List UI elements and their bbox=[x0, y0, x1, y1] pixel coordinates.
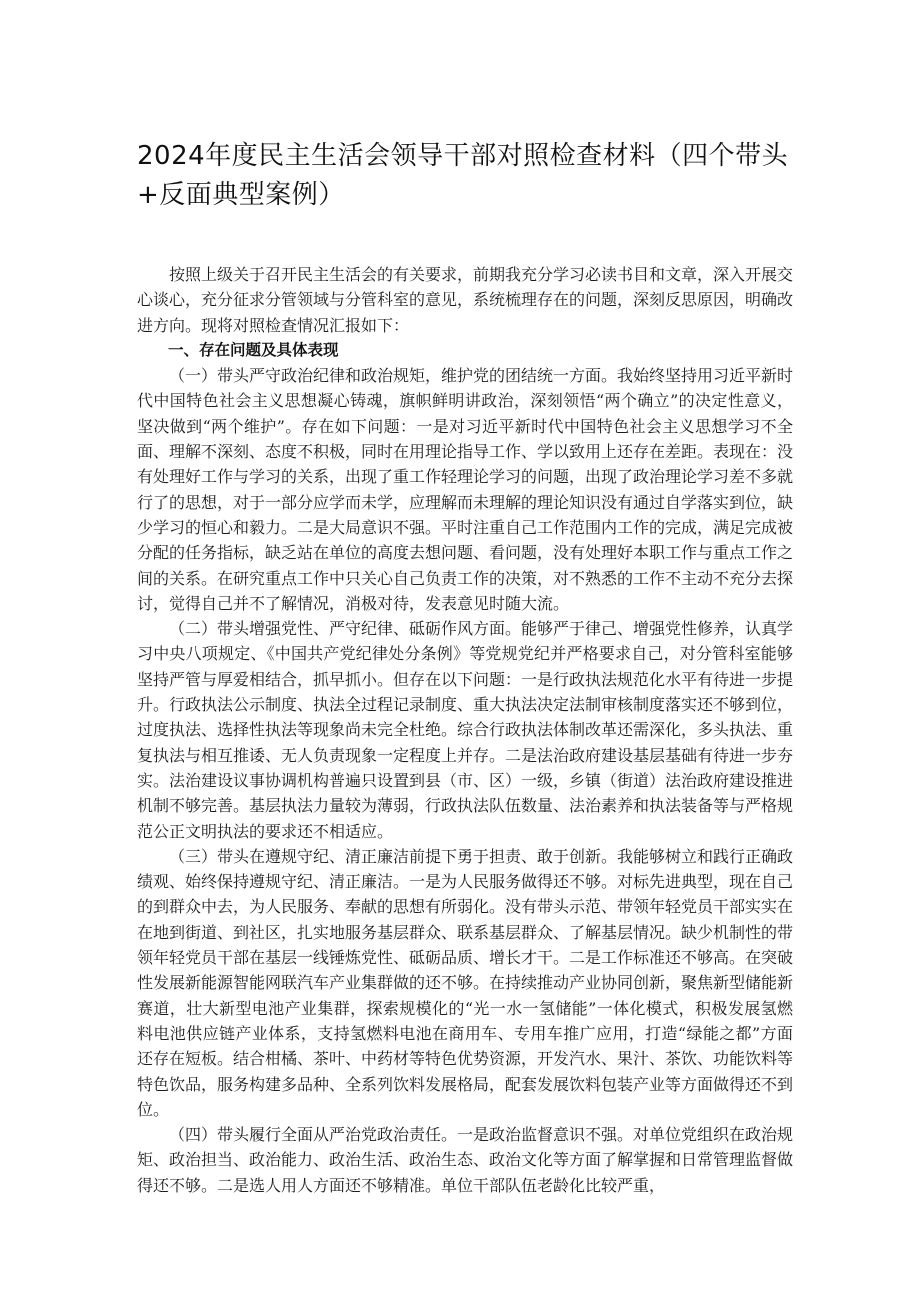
document-body bbox=[137, 262, 793, 1198]
intro-paragraph: 按照上级关于召开民主生活会的有关要求，前期我充分学习必读书目和文章，深入开展交心谈心，充分征求分管领域与分管科室的意见，系统梳理存在的问题，深刻反思原因，明确改进方向。现将对照检查情况汇报如下： bbox=[137, 265, 794, 335]
paragraph-party-governance: （四）带头履行全面从严治党政治责任。一是政治监督意识不强。对单位党组织在政治规矩、政治担当、政治能力、政治生活、政治生态、政治文化等方面了解掌握和日常管理监督做得还不够。二是选人用人方面还不够精准。单位干部队伍老龄化比较严重， bbox=[137, 1125, 794, 1195]
section-heading-problems: 一、存在问题及具体表现 bbox=[168, 340, 339, 359]
paragraph-party-spirit: （二）带头增强党性、严守纪律、砥砺作风方面。能够严于律己、增强党性修养，认真学习中央八项规定、《中国共产党纪律处分条例》等党规党纪并严格要求自己，对分管科室能够坚持严管与厚爱相结合，抓早抓小。但存在以下问题：一是行政执法规范化水平有待进一步提升。行政执法公示制度、执法全过程记录制度、重大执法决定法制审核制度落实还不够到位，过度执法、选择性执法等现象尚未完全杜绝。综合行政执法体制改革还需深化，多头执法、重复执法与相互推诿、无人负责现象一定程度上并存。二是法治政府建设基层基础有待进一步夯实。法治建设议事协调机构普遍只设置到县（市、区）一级，乡镇（街道）法治政府建设推进机制不够完善。基层执法力量较为薄弱，行政执法队伍数量、法治素养和执法装备等与严格规范公正文明执法的要求还不相适应。 bbox=[137, 619, 794, 841]
paragraph-integrity-innovation: （三）带头在遵规守纪、清正廉洁前提下勇于担责、敢于创新。我能够树立和践行正确政绩观、始终保持遵规守纪、清正廉洁。一是为人民服务做得还不够。对标先进典型，现在自己的到群众中去，为人民服务、奉献的思想有所弱化。没有带头示范、带领年轻党员干部实实在在地到街道、到社区，扎实地服务基层群众、联系基层群众、了解基层情况。缺少机制性的带领年轻党员干部在基层一线锤炼党性、砥砺品质、增长才干。二是工作标准还不够高。在突破性发展新能源智能网联汽车产业集群做的还不够。在持续推动产业协同创新，聚焦新型储能新赛道，壮大新型电池产业集群，探索规模化的“光一水一氢储能”一体化模式，积极发展氢燃料电池供应链产业体系，支持氢燃料电池在商用车、专用车推广应用，打造“绿能之都”方面还存在短板。结合柑橘、茶叶、中药材等特色优势资源，开发汽水、果汁、茶饮、功能饮料等特色饮品，服务构建多品种、全系列饮料发展格局，配套发展饮料包装产业等方面做得还不到位。 bbox=[137, 846, 794, 1119]
document-title: 2024年度民主生活会领导干部对照检查材料（四个带头+反面典型案例） bbox=[137, 141, 789, 210]
paragraph-political-discipline: （一）带头严守政治纪律和政治规矩，维护党的团结统一方面。我始终坚持用习近平新时代中国特色社会主义思想凝心铸魂，旗帜鲜明讲政治，深刻领悟“两个确立”的决定性意义，坚决做到“两个维护”。存在如下问题：一是对习近平新时代中国特色社会主义思想学习不全面、理解不深刻、态度不积极，同时在用理论指导工作、学以致用上还存在差距。表现在：没有处理好工作与学习的关系，出现了重工作轻理论学习的问题，出现了政治理论学习差不多就行了的思想，对于一部分应学而未学，应理解而未理解的理论知识没有通过自学落实到位，缺少学习的恒心和毅力。二是大局意识不强。平时注重自己工作范围内工作的完成，满足完成被分配的任务指标，缺乏站在单位的高度去想问题、看问题，没有处理好本职工作与重点工作之间的关系。在研究重点工作中只关心自己负责工作的决策，对不熟悉的工作不主动不充分去探讨，觉得自己并不了解情况，消极对待，发表意见时随大流。 bbox=[137, 366, 794, 613]
